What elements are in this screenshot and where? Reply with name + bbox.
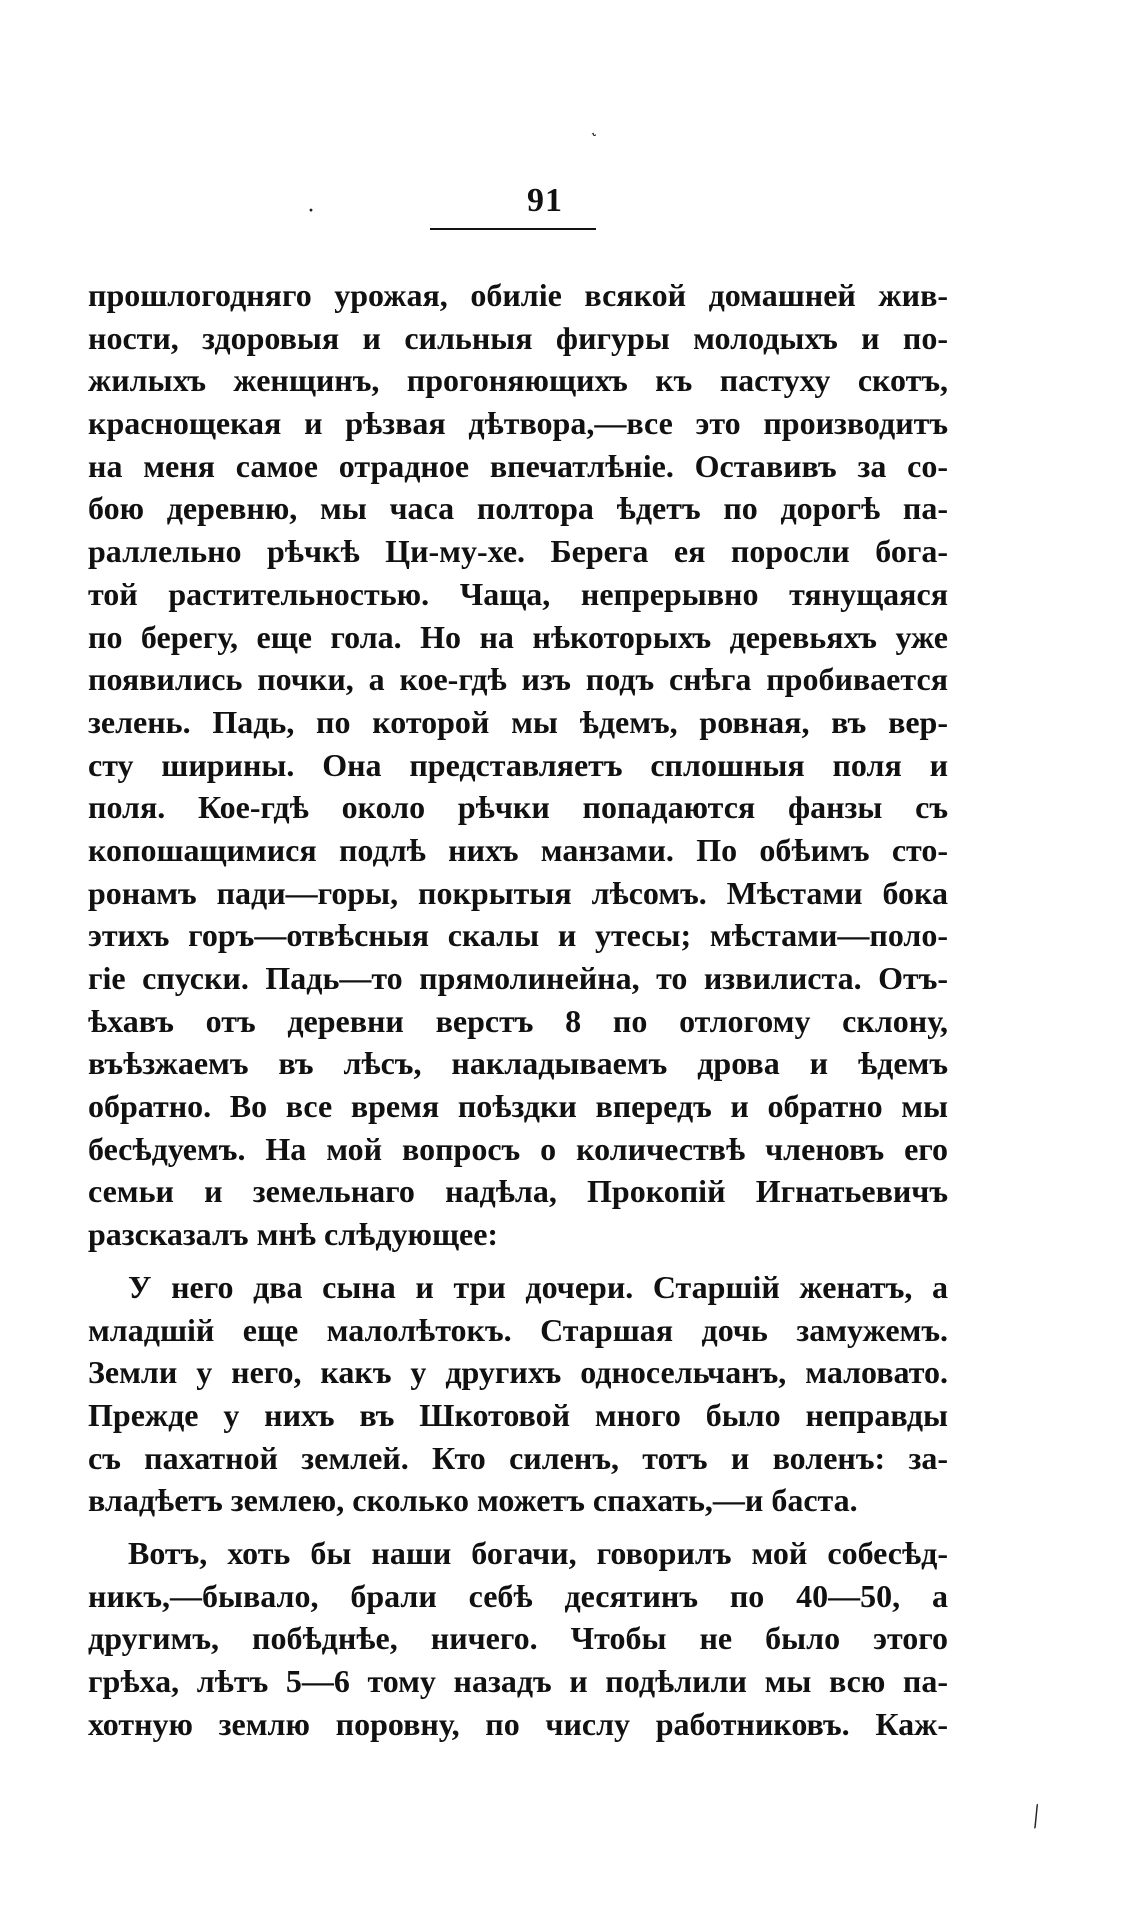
text-line: Вотъ, хоть бы наши богачи, говорилъ мой собесѣд-	[128, 1534, 948, 1571]
text-line: жилыхъ женщинъ, прогоняющихъ къ пастуху скотъ,	[88, 362, 948, 399]
text-line: другимъ, побѣднѣе, ничего. Чтобы не было этого	[88, 1620, 948, 1657]
text-line: этихъ горъ—отвѣсныя скалы и утесы; мѣстами—поло-	[88, 917, 948, 954]
stray-ink-mark-top: ˞	[592, 126, 598, 143]
page-number-rule	[430, 228, 596, 230]
text-line: въѣзжаемъ въ лѣсъ, накладываемъ дрова и ѣдемъ	[88, 1045, 948, 1082]
text-line: съ пахатной землей. Кто силенъ, тотъ и воленъ: за-	[88, 1439, 948, 1476]
text-line: разсказалъ мнѣ слѣдующее:	[88, 1216, 499, 1253]
text-line: сту ширины. Она представляетъ сплошныя поля и	[88, 746, 948, 783]
text-line: поля. Кое-гдѣ около рѣчки попадаются фанзы съ	[88, 789, 948, 826]
text-line: краснощекая и рѣзвая дѣтвора,—все это производитъ	[88, 405, 948, 442]
text-line: бесѣдуемъ. На мой вопросъ о количествѣ членовъ его	[88, 1130, 948, 1167]
text-line: никъ,—бывало, брали себѣ десятинъ по 40—50, а	[88, 1577, 948, 1614]
text-line: грѣха, лѣтъ 5—6 тому назадъ и подѣлили мы всю па-	[88, 1663, 948, 1699]
text-line: Земли у него, какъ у другихъ односельчанъ, маловато.	[88, 1354, 948, 1391]
text-line: обратно. Во все время поѣздки впередъ и обратно мы	[88, 1088, 948, 1125]
body-text	[88, 274, 948, 1745]
text-line: раллельно рѣчкѣ Ци-му-хе. Берега ея поросли бога-	[88, 533, 948, 570]
text-line: прошлогодняго урожая, обиліе всякой домашней жив-	[88, 277, 948, 313]
text-line: ѣхавъ отъ деревни верстъ 8 по отлогому склону,	[88, 1002, 948, 1039]
text-line: младшій еще малолѣтокъ. Старшая дочь замужемъ.	[88, 1311, 948, 1348]
text-line: владѣетъ землею, сколько можетъ спахать,—и баста.	[88, 1482, 858, 1519]
text-line: гіе спуски. Падь—то прямолинейна, то извилиста. Отъ-	[88, 960, 948, 996]
text-line: семьи и земельнаго надѣла, Прокопій Игнатьевичъ	[88, 1173, 948, 1210]
stray-ink-dot: ·	[308, 200, 315, 220]
text-line: Прежде у нихъ въ Шкотовой много было неправды	[88, 1396, 948, 1433]
text-line: копошащимися подлѣ нихъ манзами. По обѣимъ сто-	[88, 831, 948, 868]
text-line: У него два сына и три дочери. Старшій женатъ, а	[128, 1268, 948, 1305]
text-line: зелень. Падь, по которой мы ѣдемъ, ровная, въ вер-	[88, 703, 948, 740]
page-number: 91	[527, 182, 563, 219]
text-line: той растительностью. Чаща, непрерывно тянущаяся	[88, 575, 948, 612]
text-line: хотную землю поровну, по числу работниковъ. Каж-	[88, 1705, 948, 1742]
text-line: бою деревню, мы часа полтора ѣдетъ по дорогѣ па-	[88, 490, 948, 527]
text-line: появились почки, а кое-гдѣ изъ подъ снѣга пробивается	[88, 661, 948, 698]
stray-ink-mark-bottom: ⁄	[1025, 1801, 1047, 1833]
text-line: по берегу, еще гола. Но на нѣкоторыхъ деревьяхъ уже	[88, 618, 948, 655]
text-line: на меня самое отрадное впечатлѣніе. Оставивъ за со-	[88, 447, 948, 484]
text-line: ронамъ пади—горы, покрытыя лѣсомъ. Мѣстами бока	[88, 874, 948, 911]
text-line: ности, здоровыя и сильныя фигуры молодыхъ и по-	[88, 319, 948, 356]
